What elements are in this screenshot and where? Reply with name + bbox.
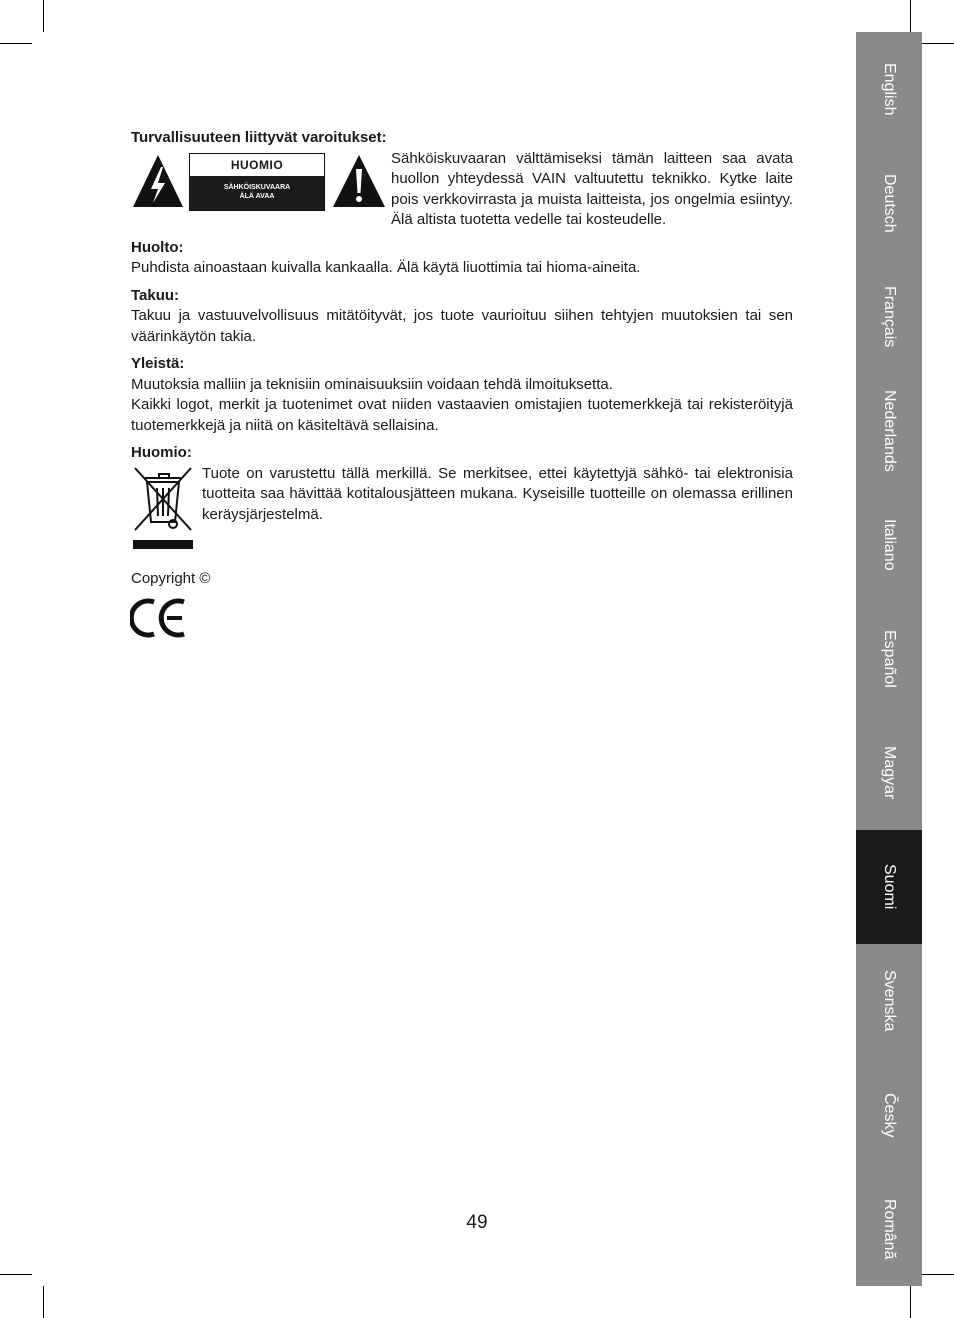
crop-mark (0, 1274, 32, 1275)
warranty-heading: Takuu: (131, 286, 180, 304)
tab-svenska[interactable] (856, 944, 922, 1058)
tab-label: Svenska (881, 970, 898, 1032)
tab-espanol[interactable] (856, 602, 922, 716)
tab-nederlands[interactable] (856, 374, 922, 488)
maintenance-text: Puhdista ainoastaan kuivalla kankaalla. Älä käytä liuottimia tai hioma-aineita. (131, 259, 641, 276)
weee-notice (131, 464, 793, 554)
caution-label-line1: SÄHKÖISKUVAARA (223, 183, 291, 191)
maintenance-heading: Huolto: (131, 238, 184, 256)
tab-cesky[interactable] (856, 1058, 922, 1172)
tab-label: Suomi (881, 864, 898, 910)
tab-label: Română (881, 1198, 898, 1260)
caution-label-body (190, 176, 324, 210)
manual-content (131, 128, 793, 554)
tab-english[interactable] (856, 32, 922, 146)
crop-mark (910, 0, 911, 32)
tab-magyar[interactable] (856, 716, 922, 830)
tab-label: Italiano (881, 519, 898, 571)
ce-mark-icon (130, 596, 188, 640)
notice-text: Tuote on varustettu tällä merkillä. Se merkitsee, ettei käytettyjä sähkö- tai elektronisia tuotteita saa hävittää kotitalousjätteen mukana. Kyseisille tuotteille on olemassa erillinen keräysjärjestelmä. (202, 464, 793, 523)
caution-exclamation-icon (331, 153, 387, 209)
crop-mark (922, 1274, 954, 1275)
general-heading: Yleistä: (131, 355, 185, 372)
electric-shock-warning-icon (131, 153, 185, 209)
safety-warning (131, 149, 793, 231)
safety-text: Sähköiskuvaaran välttämiseksi tämän laitteen saa avata huollon yhteydessä VAIN valtuutettu teknikko. Kytke laite pois verkkovirrasta ja muista laitteista, jos ongelmia esiintyy. Älä altista tuotetta vedelle tai kosteudelle. (391, 149, 793, 228)
general-text-2: Kaikki logot, merkit ja tuotenimet ovat niiden vastaavien omistajien tuotemerkkejä tai rekisteröityjä tuotemerkkejä ja niitä on käsiteltävä sellaisina. (131, 396, 793, 434)
tab-italiano[interactable] (856, 488, 922, 602)
warranty-text: Takuu ja vastuuvelvollisuus mitätöityvät, jos tuote vaurioituu siihen tehtyjen muutoksien tai sen väärinkäytön takia. (131, 307, 793, 345)
tab-label: Español (881, 630, 898, 688)
tab-label: Česky (881, 1092, 898, 1138)
tab-romana[interactable] (856, 1172, 922, 1286)
safety-heading: Turvallisuuteen liittyvät varoitukset: (131, 129, 387, 146)
weee-crossed-bin-icon (131, 464, 197, 554)
caution-label-line2: ÄLÄ AVAA (239, 192, 275, 200)
crop-mark (43, 1286, 44, 1318)
tab-francais[interactable] (856, 260, 922, 374)
general-text-1: Muutoksia malliin ja teknisiin ominaisuuksiin voidaan tehdä ilmoituksetta. (131, 375, 613, 393)
notice-heading: Huomio: (131, 444, 192, 461)
page-number: 49 (466, 1212, 488, 1233)
tab-label: Deutsch (881, 173, 898, 233)
tab-label: Magyar (881, 746, 898, 800)
tab-label: English (881, 62, 898, 116)
crop-mark (922, 43, 954, 44)
crop-mark (43, 0, 44, 32)
tab-label: Nederlands (881, 390, 898, 472)
caution-label-title: HUOMIO (230, 157, 284, 172)
crop-mark (910, 1286, 911, 1318)
crop-mark (0, 43, 32, 44)
language-tabs (856, 32, 922, 1286)
tab-label: Français (881, 286, 898, 348)
warning-symbols (131, 153, 387, 215)
caution-label (189, 153, 325, 211)
copyright-text: Copyright © (131, 570, 211, 587)
tab-deutsch[interactable] (856, 146, 922, 260)
tab-suomi[interactable] (856, 830, 922, 944)
